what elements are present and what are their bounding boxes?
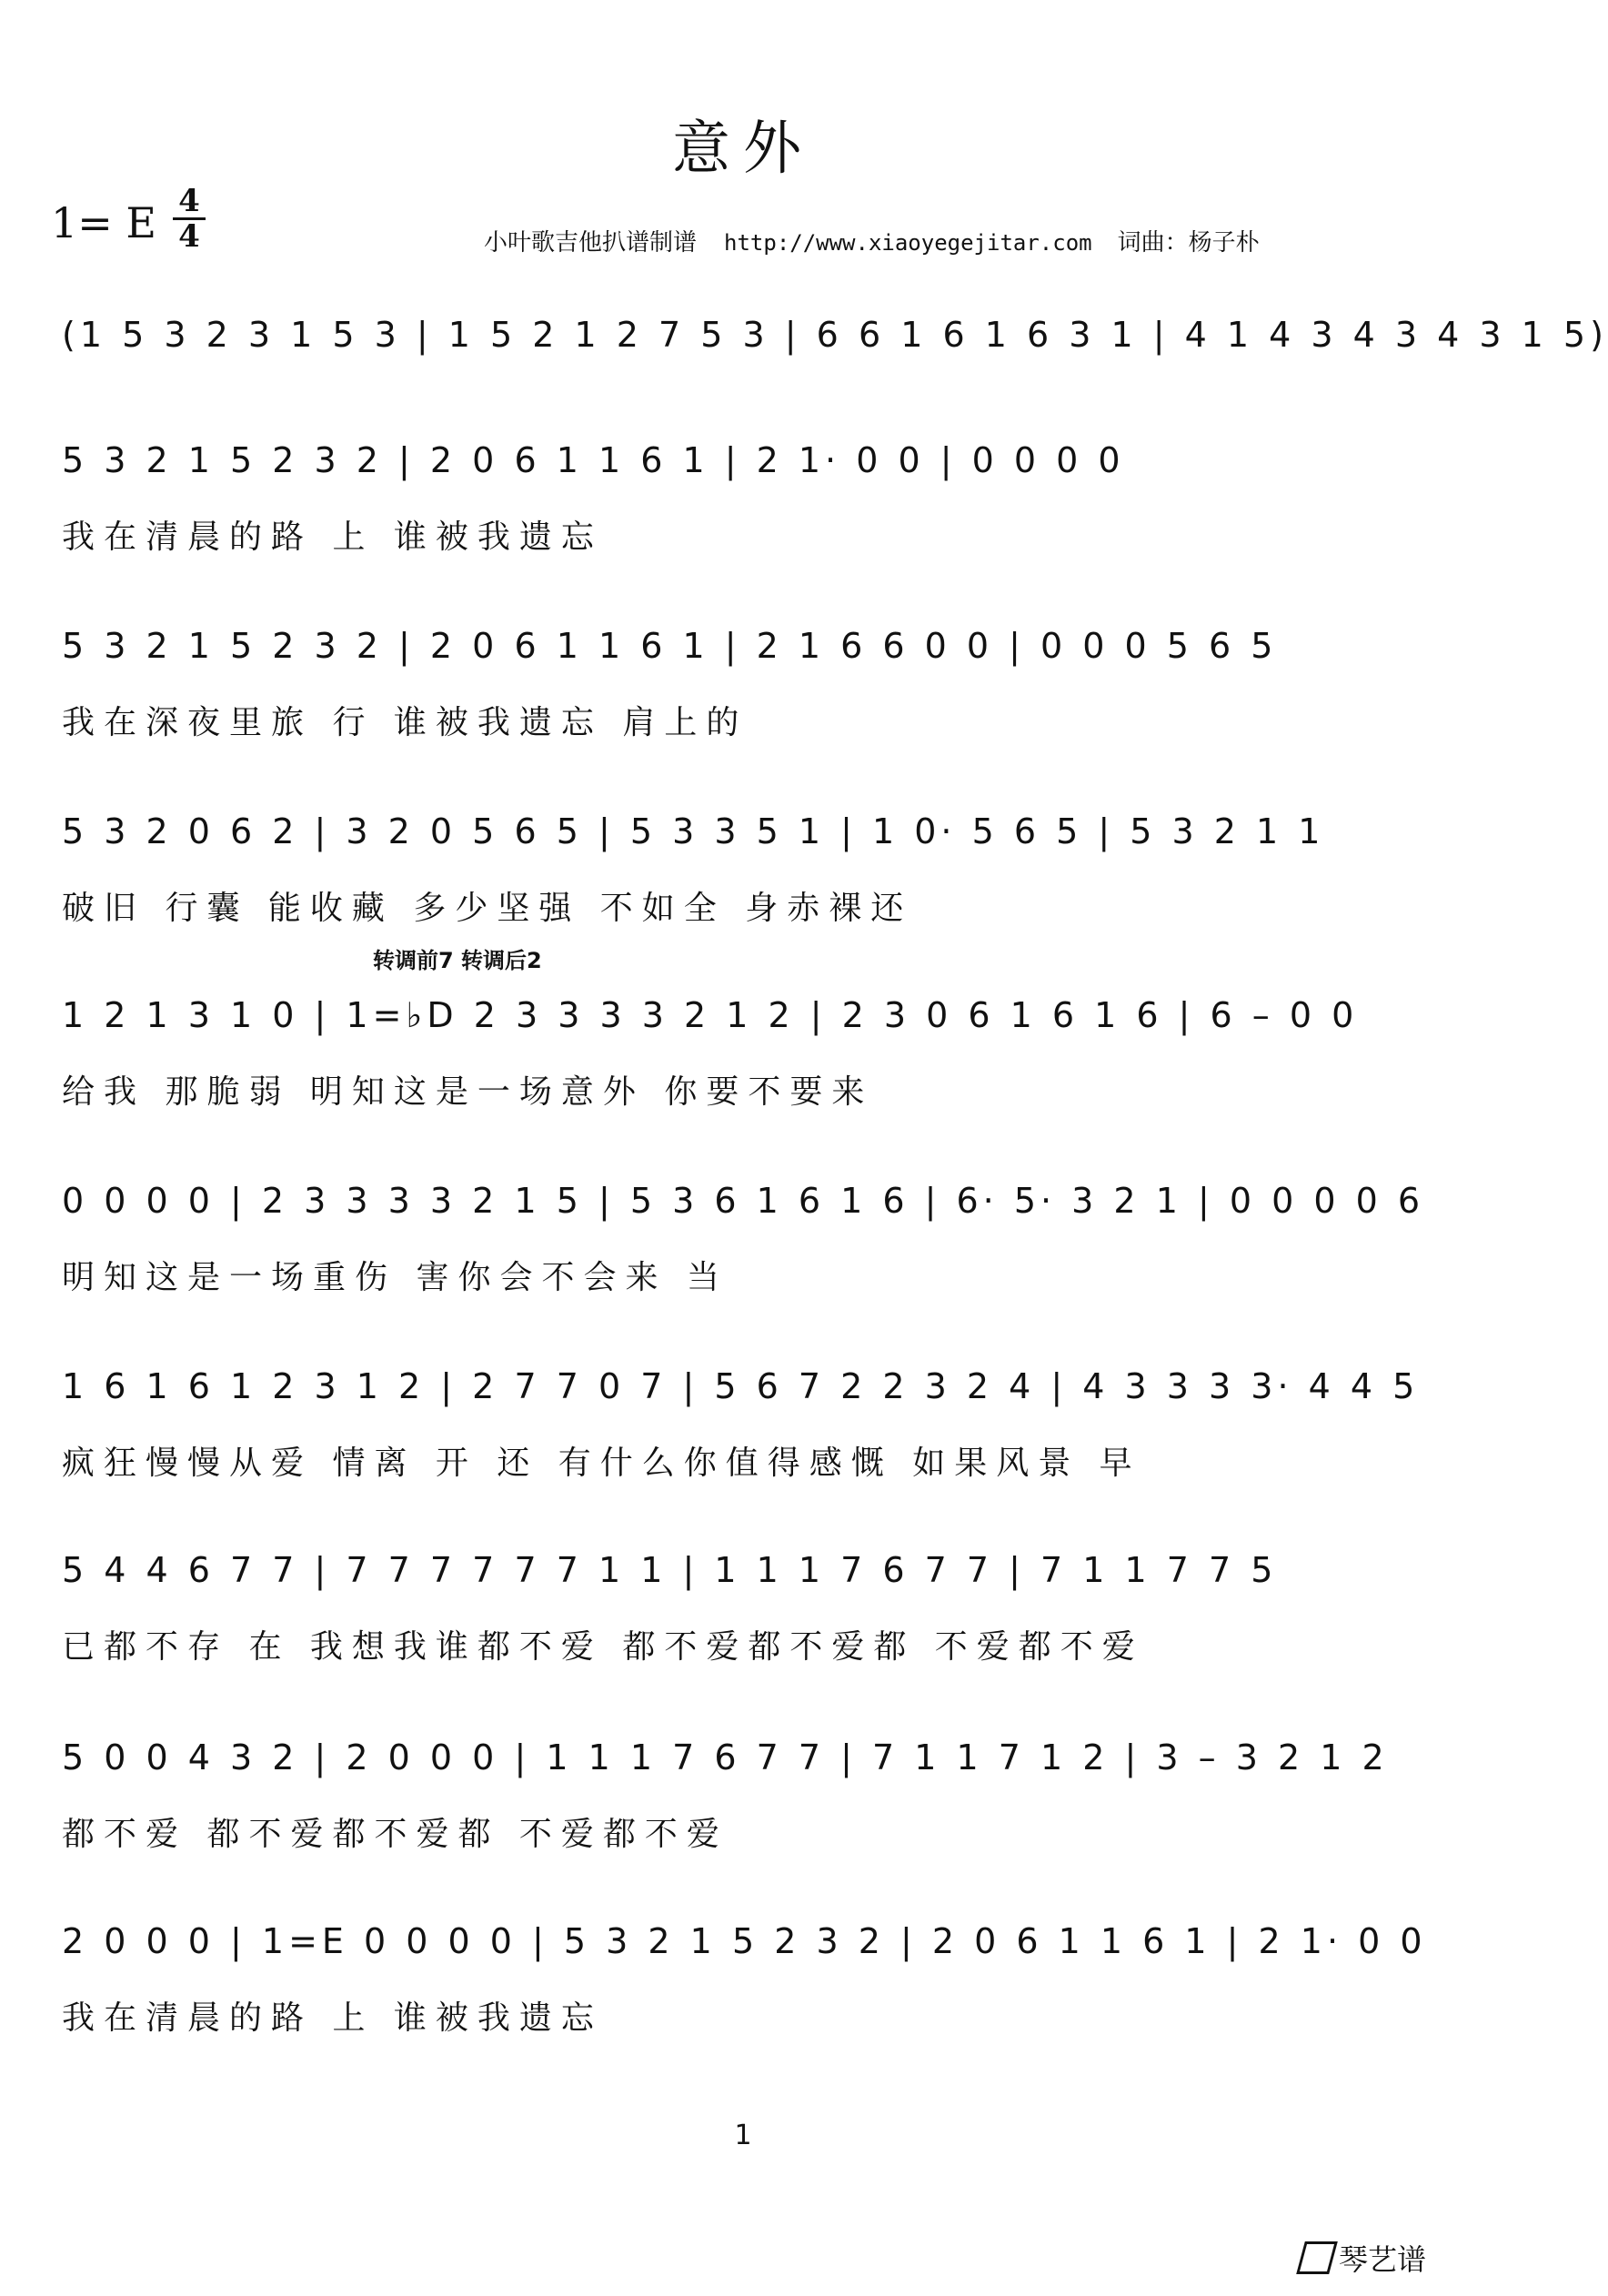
key-signature: 1= E: [51, 198, 157, 247]
score-row: [62, 315, 1608, 433]
time-signature-bottom: 4: [178, 218, 200, 255]
score-notes: 5 3 2 0 6 2 | 3 2 0 5 6 5 | 5 3 3 5 1 | 1 0· 5 6 5 | 5 3 2 1 1: [62, 811, 1325, 851]
site-logo: [1301, 2238, 1446, 2278]
credit-line: [484, 224, 1260, 257]
logo-text: 琴艺谱: [1339, 2242, 1427, 2277]
score-notes: 2 0 0 0 | 1=E 0 0 0 0 | 5 3 2 1 5 2 3 2 | 2 0 6 1 1 6 1 | 2 1· 0 0: [62, 1921, 1427, 1961]
score-lyrics: 我在清晨的路 上 谁被我遗忘: [62, 1999, 603, 2037]
modulation-annotation: 转调前7 转调后2: [373, 948, 542, 973]
score-notes: 5 3 2 1 5 2 3 2 | 2 0 6 1 1 6 1 | 2 1 6 6 0 0 | 0 0 0 5 6 5: [62, 626, 1278, 666]
score-lyrics: 都不爱 都不爱都不爱都 不爱都不爱: [62, 1816, 729, 1853]
score-notes: 1 6 1 6 1 2 3 1 2 | 2 7 7 0 7 | 5 6 7 2 2 3 2 4 | 4 3 3 3 3· 4 4 5: [62, 1366, 1420, 1406]
score-lyrics: 明知这是一场重伤 害你会不会来 当: [62, 1259, 729, 1296]
score-notes: 5 4 4 6 7 7 | 7 7 7 7 7 7 1 1 | 1 1 1 7 6 7 7 | 7 1 1 7 7 5: [62, 1550, 1278, 1590]
credit-source: 小叶歌吉他扒谱制谱: [484, 229, 698, 257]
score-notes: 5 0 0 4 3 2 | 2 0 0 0 | 1 1 1 7 6 7 7 | 7 1 1 7 1 2 | 3 – 3 2 1 2: [62, 1737, 1389, 1777]
score-lyrics: 给我 那脆弱 明知这是一场意外 你要不要来: [62, 1073, 874, 1111]
credit-url: http://www.xiaoyegejitar.com: [724, 230, 1092, 256]
logo-mark-icon: [1296, 2241, 1338, 2274]
score-lyrics: 疯狂慢慢从爱 情离 开 还 有什么你值得感慨 如果风景 早: [62, 1445, 1141, 1482]
score-row: [62, 1181, 1435, 1299]
score-row: [62, 811, 1435, 930]
score-lyrics: 破旧 行囊 能收藏 多少坚强 不如全 身赤裸还: [62, 890, 913, 927]
score-notes: (1 5 3 2 3 1 5 3 | 1 5 2 1 2 7 5 3 | 6 6 1 6 1 6 3 1 | 4 1 4 3 4 3 4 3 1 5): [62, 315, 1608, 355]
score-row: [62, 995, 1435, 1113]
time-signature: [169, 183, 209, 255]
page-number: 1: [734, 2120, 752, 2151]
time-signature-top: 4: [178, 183, 200, 219]
score-row: [62, 1550, 1435, 1668]
score-row: [62, 440, 1435, 559]
score-lyrics: 已都不存 在 我想我谁都不爱 都不爱都不爱都 不爱都不爱: [62, 1628, 1144, 1666]
score-notes: 0 0 0 0 | 2 3 3 3 3 2 1 5 | 5 3 6 1 6 1 6 | 6· 5· 3 2 1 | 0 0 0 0 6: [62, 1181, 1425, 1221]
score-lyrics: 我在清晨的路 上 谁被我遗忘: [62, 519, 603, 556]
page-title: 意外: [672, 116, 814, 183]
score-row: [62, 1366, 1435, 1485]
score-lyrics: 我在深夜里旅 行 谁被我遗忘 肩上的: [62, 704, 749, 741]
credit-writer: 词曲：杨子朴: [1117, 229, 1260, 257]
score-notes: 1 2 1 3 1 0 | 1=♭D 2 3 3 3 3 2 1 2 | 2 3 0 6 1 6 1 6 | 6 – 0 0: [62, 995, 1359, 1035]
score-row: [62, 626, 1435, 744]
score-row: [62, 1737, 1435, 1856]
score-notes: 5 3 2 1 5 2 3 2 | 2 0 6 1 1 6 1 | 2 1· 0 0 | 0 0 0 0: [62, 440, 1125, 480]
score-row: [62, 1921, 1435, 2039]
